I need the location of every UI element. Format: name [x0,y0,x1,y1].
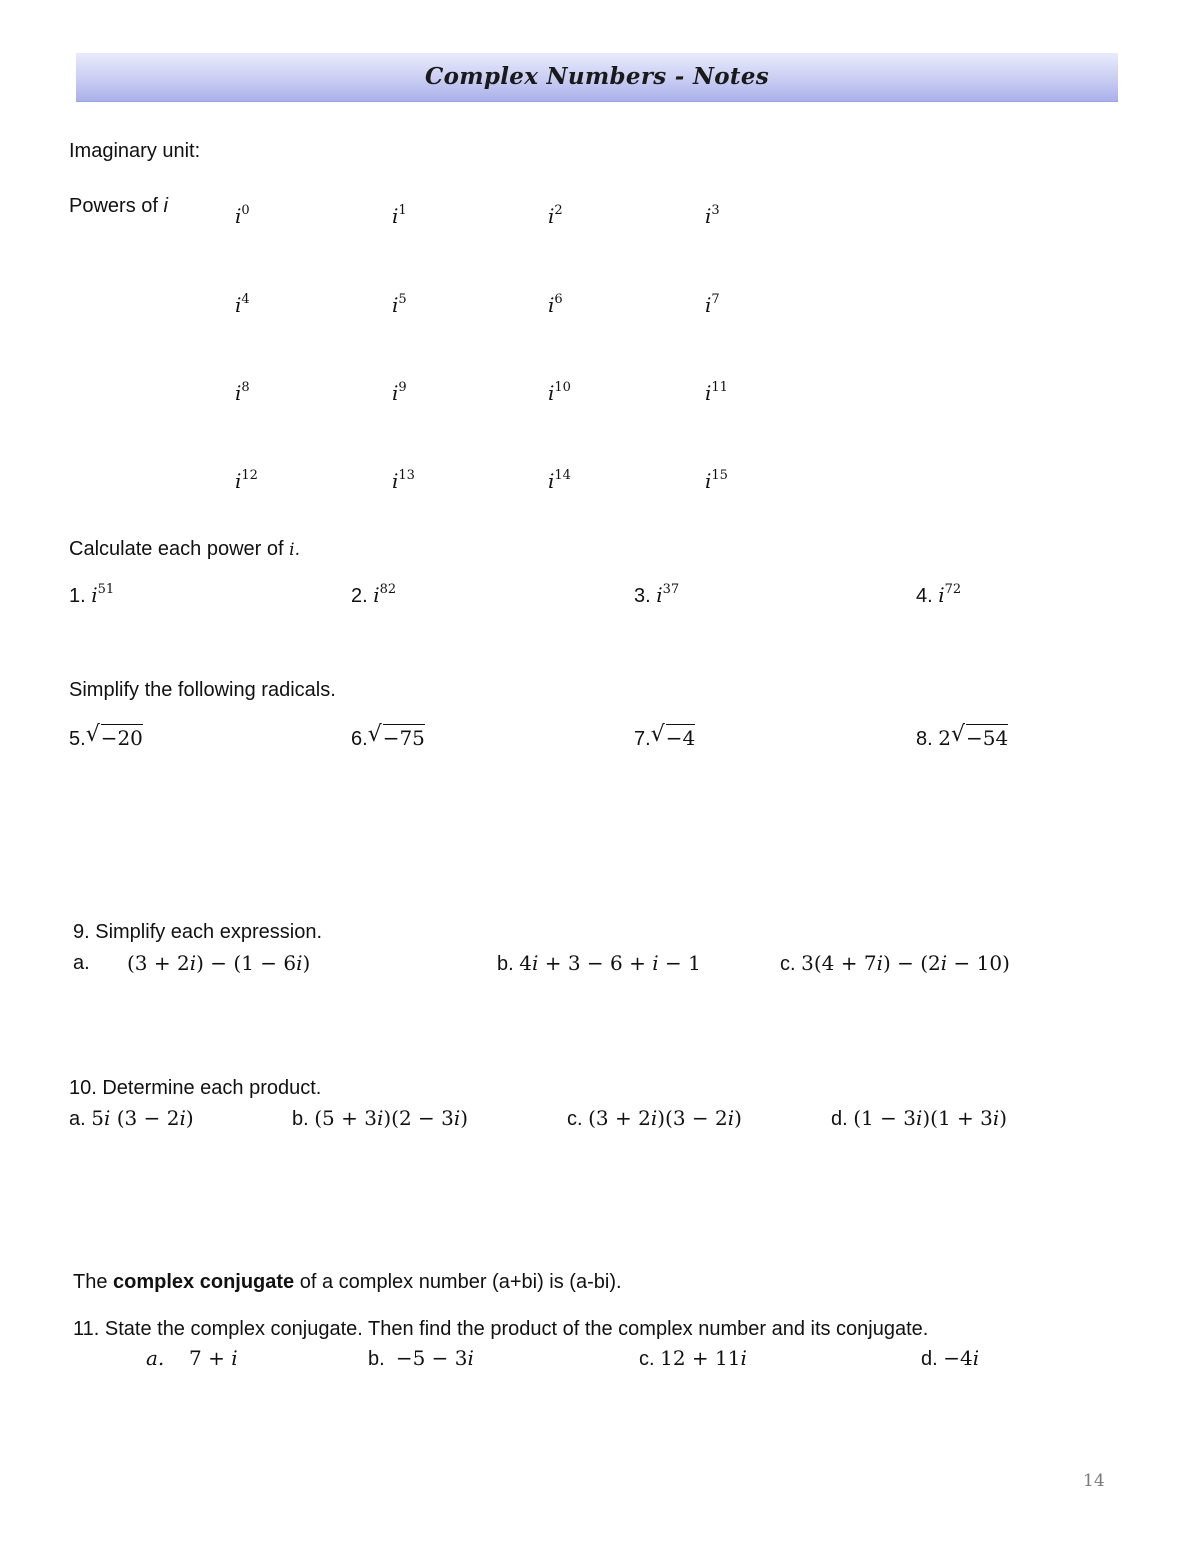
q11-d-label: d. [921,1348,938,1370]
sqrt-symbol: √ −75 [367,722,425,750]
powers-label-var: i [163,195,168,217]
radical-problem-5 [69,722,143,751]
q9-c-expression: 3(4 + 7𝑖) − (2𝑖 − 10) [801,951,1010,975]
exponent: 5 [398,292,407,307]
power-of-i: $i^{15}$ [705,468,728,493]
calc-problem-4: 4. $i^{72}$ [916,582,962,607]
exponent: 14 [554,468,571,483]
power-of-i: $i^2$ [548,203,563,228]
power-of-i: $i^7$ [705,292,720,317]
power-of-i: $i^5$ [392,292,407,317]
problem-number: 8. [916,728,933,750]
problem-number: 4. [916,585,933,607]
radical-problem-6 [351,722,425,751]
exponent: 51 [97,582,115,597]
exponent: 4 [241,292,250,307]
exponent: 82 [379,582,397,597]
q11-d-expression: −4𝑖 [943,1346,980,1370]
q11-a-expression: 7 + 𝑖 [189,1346,238,1370]
q11-a-label: a. [146,1346,165,1370]
q10-a-label: a. [69,1108,86,1130]
exponent: 8 [241,380,250,395]
powers-of-i-label [69,194,168,218]
exponent: 13 [398,468,415,483]
q11-c-label: c. [639,1348,655,1370]
problem-number: 3. [634,585,651,607]
power-of-i: $i^{12}$ [235,468,258,493]
q9-c-label: c. [780,953,796,975]
imaginary-unit-label: Imaginary unit: [69,140,201,162]
q10-b-label: b. [292,1108,309,1130]
power-of-i: $i^8$ [235,380,250,405]
q10-c [567,1106,742,1131]
problem-number: 2. [351,585,368,607]
power-of-i: $i^6$ [548,292,563,317]
power-of-i: $i^9$ [392,380,407,405]
radicand: −20 [100,726,143,750]
q11-b-label: b. [368,1348,385,1370]
calc-problem-3: 3. $i^{37}$ [634,582,680,607]
q10-d-label: d. [831,1108,848,1130]
exponent: 6 [554,292,563,307]
exponent: 10 [554,380,571,395]
problem-number: 1. [69,585,86,607]
conjugate-end: of a complex number (a+bi) is (a-bi). [294,1271,622,1293]
exponent: 72 [944,582,962,597]
calc-problem-2: 2. $i^{82}$ [351,582,397,607]
q10-d [831,1106,1007,1131]
exponent: 11 [711,380,728,395]
q11-b-expression: −5 − 3𝑖 [395,1346,474,1370]
sqrt-symbol: √ −4 [650,722,696,750]
power-of-i: $i^1$ [392,203,407,228]
conjugate-start: The [73,1271,114,1293]
q10-c-expression: (3 + 2𝑖)(3 − 2𝑖) [588,1106,742,1130]
power-of-i: $i^3$ [705,203,720,228]
exponent: 0 [241,203,250,218]
q9-b-expression: 4𝑖 + 3 − 6 + 𝑖 − 1 [519,951,701,975]
exponent: 15 [711,468,728,483]
radicand: −4 [665,726,696,750]
q11-b [368,1346,474,1371]
calc-instruction [69,537,300,562]
conjugate-definition [73,1270,622,1294]
q11-c-expression: 12 + 11𝑖 [660,1346,747,1370]
q11-title: 11. State the complex conjugate. Then find the product of the complex number and its conjugate. [73,1318,929,1340]
powers-label-text: Powers of [69,195,164,217]
power-of-i: $i^{10}$ [548,380,571,405]
calc-problem-1: 1. $i^{51}$ [69,582,115,607]
calc-instruction-var: i. [289,540,300,560]
page-number: 14 [1083,1471,1105,1491]
radical-problem-8 [916,722,1009,751]
q10-a-expression: 5𝑖 (3 − 2𝑖) [91,1106,194,1130]
coefficient: 2 [938,726,951,750]
power-of-i: $i^{14}$ [548,468,571,493]
power-of-i: $i^{13}$ [392,468,415,493]
q9-a-label: a. [73,952,90,974]
sqrt-symbol: √ −54 [950,722,1009,750]
exponent: 2 [554,203,563,218]
radicand: −54 [965,726,1009,750]
q9-b-label: b. [497,953,514,975]
sqrt-symbol: √ −20 [85,722,143,750]
q9-c [780,951,1010,976]
q10-a [69,1106,194,1131]
exponent: 3 [711,203,720,218]
problem-number: 7. [634,728,651,750]
q10-title: 10. Determine each product. [69,1077,322,1099]
q9-a-expression: (3 + 2𝑖) − (1 − 6𝑖) [127,951,311,975]
q11-d [921,1346,979,1371]
page-title: Complex Numbers - Notes [424,63,770,90]
radicand: −75 [382,726,425,750]
q9-b [497,951,701,976]
q10-b [292,1106,468,1131]
q10-d-expression: (1 − 3𝑖)(1 + 3𝑖) [853,1106,1008,1130]
title-banner [76,53,1118,102]
exponent: 12 [241,468,258,483]
power-of-i: $i^0$ [235,203,250,228]
exponent: 37 [662,582,680,597]
problem-number: 5. [69,728,86,750]
exponent: 7 [711,292,720,307]
power-of-i: $i^4$ [235,292,250,317]
q10-c-label: c. [567,1108,583,1130]
radicals-instruction: Simplify the following radicals. [69,679,336,701]
exponent: 9 [398,380,407,395]
conjugate-term: complex conjugate [113,1271,295,1293]
q9-title: 9. Simplify each expression. [73,921,323,943]
exponent: 1 [398,203,407,218]
power-of-i: $i^{11}$ [705,380,728,405]
radical-problem-7 [634,722,696,751]
calc-instruction-text: Calculate each power of [69,538,290,560]
q11-c [639,1346,747,1371]
problem-number: 6. [351,728,368,750]
q10-b-expression: (5 + 3𝑖)(2 − 3𝑖) [314,1106,469,1130]
